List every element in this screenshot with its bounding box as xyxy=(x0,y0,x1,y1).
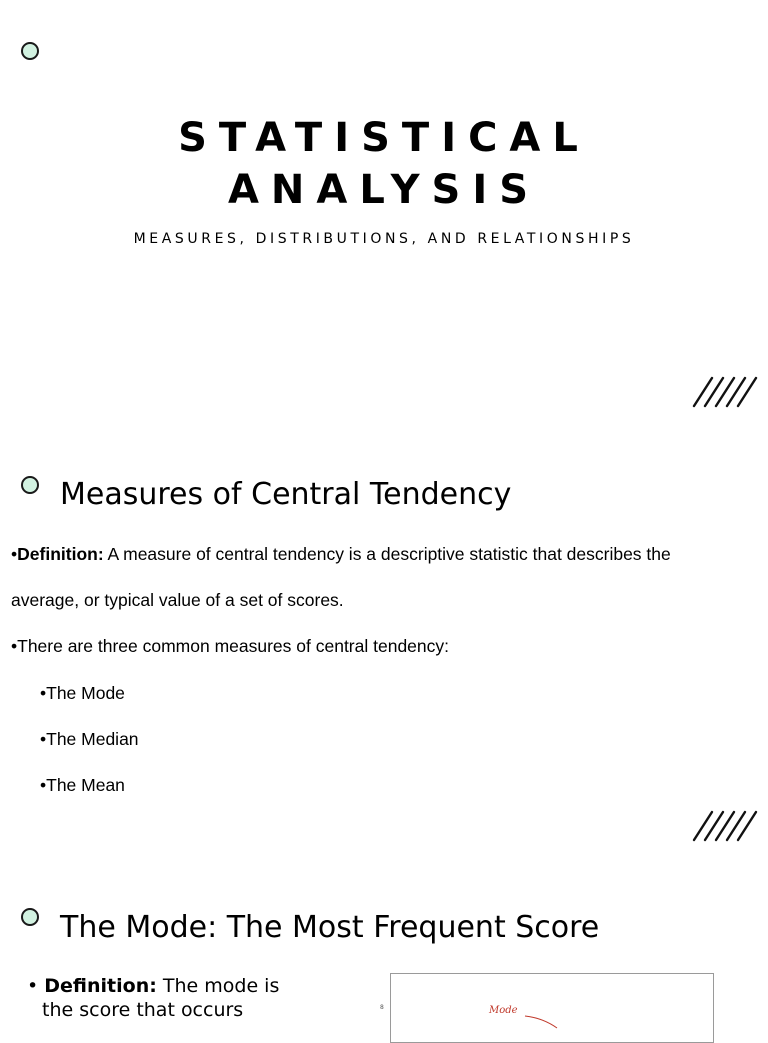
circle-bullet-icon xyxy=(21,476,39,494)
circle-bullet-icon xyxy=(21,42,39,60)
section-heading: The Mode: The Most Frequent Score xyxy=(60,910,600,945)
definition-line2: average, or typical value of a set of scores. xyxy=(11,590,344,610)
slide-title-line1: STATISTICAL xyxy=(178,115,590,161)
circle-bullet-icon xyxy=(21,908,39,926)
annotation-arrow xyxy=(523,1012,563,1032)
figure-axis-tick: 8 xyxy=(380,1004,384,1011)
list-item-median: •The Median xyxy=(40,729,139,749)
definition-label: Definition: xyxy=(44,975,157,997)
definition-label: Definition: xyxy=(17,544,104,564)
definition-text: The mode is xyxy=(156,975,280,997)
section-heading: Measures of Central Tendency xyxy=(60,477,512,512)
slide-title-line2: ANALYSIS xyxy=(227,167,541,213)
figure-annotation: Mode xyxy=(489,1005,518,1016)
mode-figure xyxy=(390,973,714,1043)
list-item-mode: •The Mode xyxy=(40,683,125,703)
definition-line1 xyxy=(11,544,671,564)
slash-lines-icon xyxy=(692,810,760,842)
list-item-mean: •The Mean xyxy=(40,775,125,795)
bullet-symbol: • xyxy=(11,544,18,564)
slide-subtitle: MEASURES, DISTRIBUTIONS, AND RELATIONSHIPS xyxy=(133,231,635,247)
mode-definition-line1 xyxy=(27,974,279,998)
mode-definition-line2: the score that occurs xyxy=(42,999,244,1021)
intro-text: •There are three common measures of central tendency: xyxy=(11,636,450,656)
bullet-symbol: • xyxy=(27,975,39,997)
definition-text: A measure of central tendency is a descriptive statistic that describes the xyxy=(103,544,671,564)
slash-lines-icon xyxy=(692,376,760,408)
